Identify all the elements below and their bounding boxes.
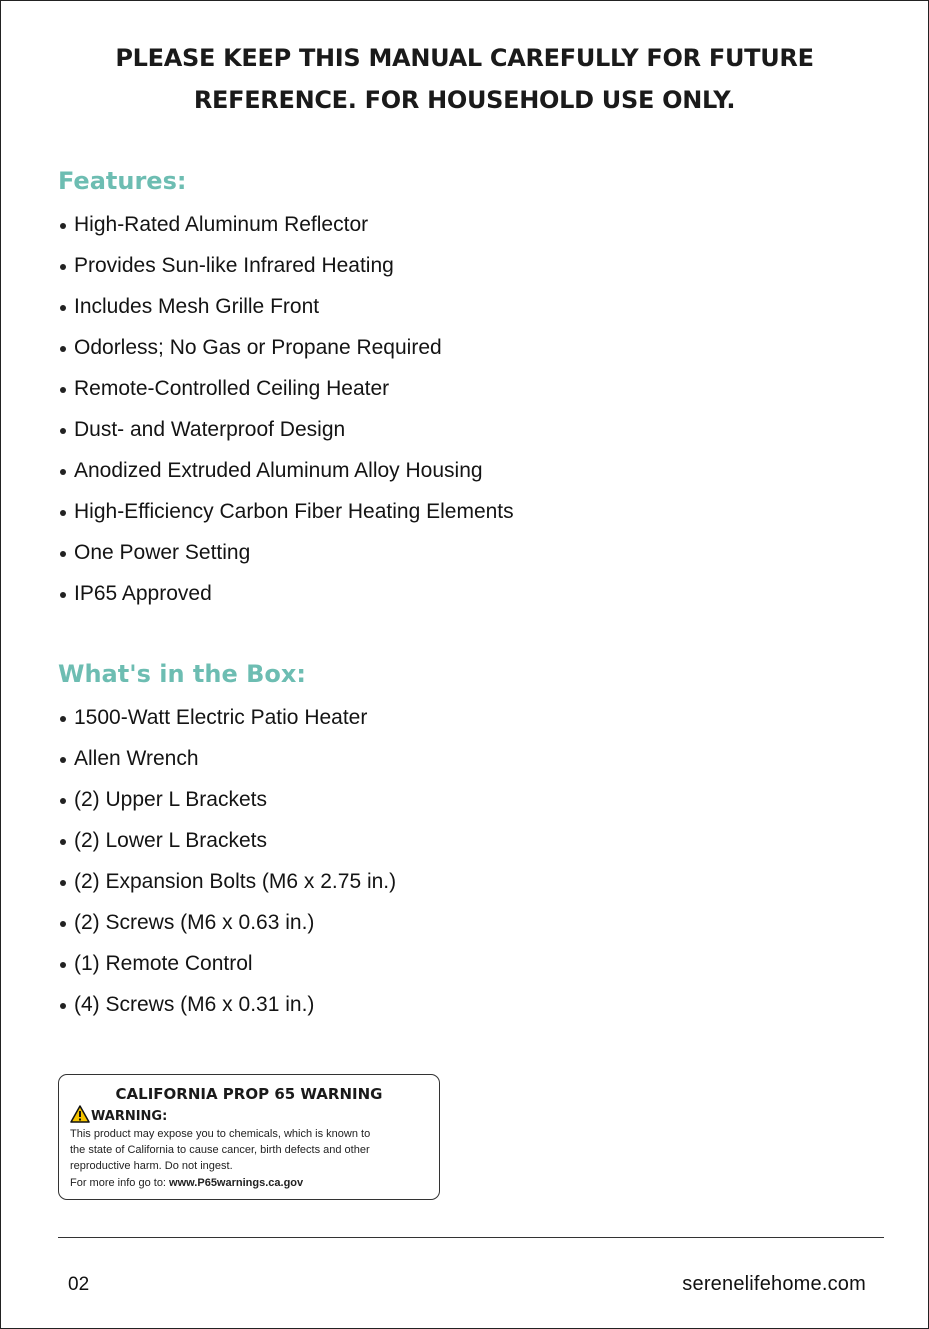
list-item-text: High-Efficiency Carbon Fiber Heating Elements [74,500,514,523]
bullet-icon [60,1003,66,1009]
notice-line-2: REFERENCE. FOR HOUSEHOLD USE ONLY. [193,86,736,114]
list-item [58,820,396,861]
page-number: 02 [68,1274,90,1295]
warning-triangle-icon [70,1105,90,1128]
list-item [58,204,514,245]
list-item [58,697,396,738]
list-item [58,532,514,573]
list-item-text: (2) Expansion Bolts (M6 x 2.75 in.) [74,870,397,893]
warning-more-prefix: For more info go to: [70,1177,170,1189]
list-item [58,368,514,409]
list-item [58,943,396,984]
list-item-text: (4) Screws (M6 x 0.31 in.) [74,993,315,1016]
bullet-icon [60,346,66,352]
bullet-icon [60,716,66,722]
warning-body-line: This product may expose you to chemicals, which is known to [70,1128,371,1140]
bullet-icon [60,592,66,598]
list-item-text: Anodized Extruded Aluminum Alloy Housing [74,459,483,482]
list-item [58,779,396,820]
footer-divider [58,1237,884,1238]
list-item [58,286,514,327]
notice-header [1,37,928,121]
bullet-icon [60,921,66,927]
list-item-text: 1500-Watt Electric Patio Heater [74,706,368,729]
list-item [58,984,396,1025]
list-item [58,409,514,450]
list-item-text: High-Rated Aluminum Reflector [74,213,369,236]
notice-line-1: PLEASE KEEP THIS MANUAL CAREFULLY FOR FUTURE [115,44,814,72]
list-item-text: (2) Lower L Brackets [74,829,267,852]
bullet-icon [60,962,66,968]
warning-link[interactable]: www.P65warnings.ca.gov [169,1177,304,1189]
bullet-icon [60,469,66,475]
list-item [58,861,396,902]
list-item-text: (2) Upper L Brackets [74,788,267,811]
list-item [58,573,514,614]
bullet-icon [60,798,66,804]
list-item-text: Odorless; No Gas or Propane Required [74,336,442,359]
list-item-text: Remote-Controlled Ceiling Heater [74,377,390,400]
list-item [58,491,514,532]
warning-more-info [70,1177,303,1189]
list-item-text: (2) Screws (M6 x 0.63 in.) [74,911,315,934]
warning-label: WARNING: [91,1109,168,1124]
list-item-text: IP65 Approved [74,582,212,605]
list-item-text: Dust- and Waterproof Design [74,418,346,441]
features-list [58,204,514,614]
prop65-warning-box [58,1074,440,1200]
box-contents-list [58,697,396,1025]
warning-body-line: reproductive harm. Do not ingest. [70,1160,233,1172]
bullet-icon [60,223,66,229]
warning-title: CALIFORNIA PROP 65 WARNING [115,1085,383,1103]
bullet-icon [60,839,66,845]
warning-body-line: the state of California to cause cancer, birth defects and other [70,1144,370,1156]
list-item [58,902,396,943]
box-contents-heading: What's in the Box: [58,660,306,688]
warning-body [70,1126,432,1174]
bullet-icon [60,757,66,763]
warning-label-row [70,1105,167,1128]
bullet-icon [60,264,66,270]
list-item-text: One Power Setting [74,541,251,564]
bullet-icon [60,305,66,311]
bullet-icon [60,387,66,393]
bullet-icon [60,880,66,886]
list-item [58,450,514,491]
list-item-text: Provides Sun-like Infrared Heating [74,254,394,277]
list-item [58,738,396,779]
list-item-text: Includes Mesh Grille Front [74,295,320,318]
list-item-text: (1) Remote Control [74,952,253,975]
list-item [58,327,514,368]
website-url: serenelifehome.com [682,1273,866,1295]
list-item [58,245,514,286]
bullet-icon [60,510,66,516]
features-heading: Features: [58,167,187,195]
bullet-icon [60,428,66,434]
bullet-icon [60,551,66,557]
list-item-text: Allen Wrench [74,747,199,770]
